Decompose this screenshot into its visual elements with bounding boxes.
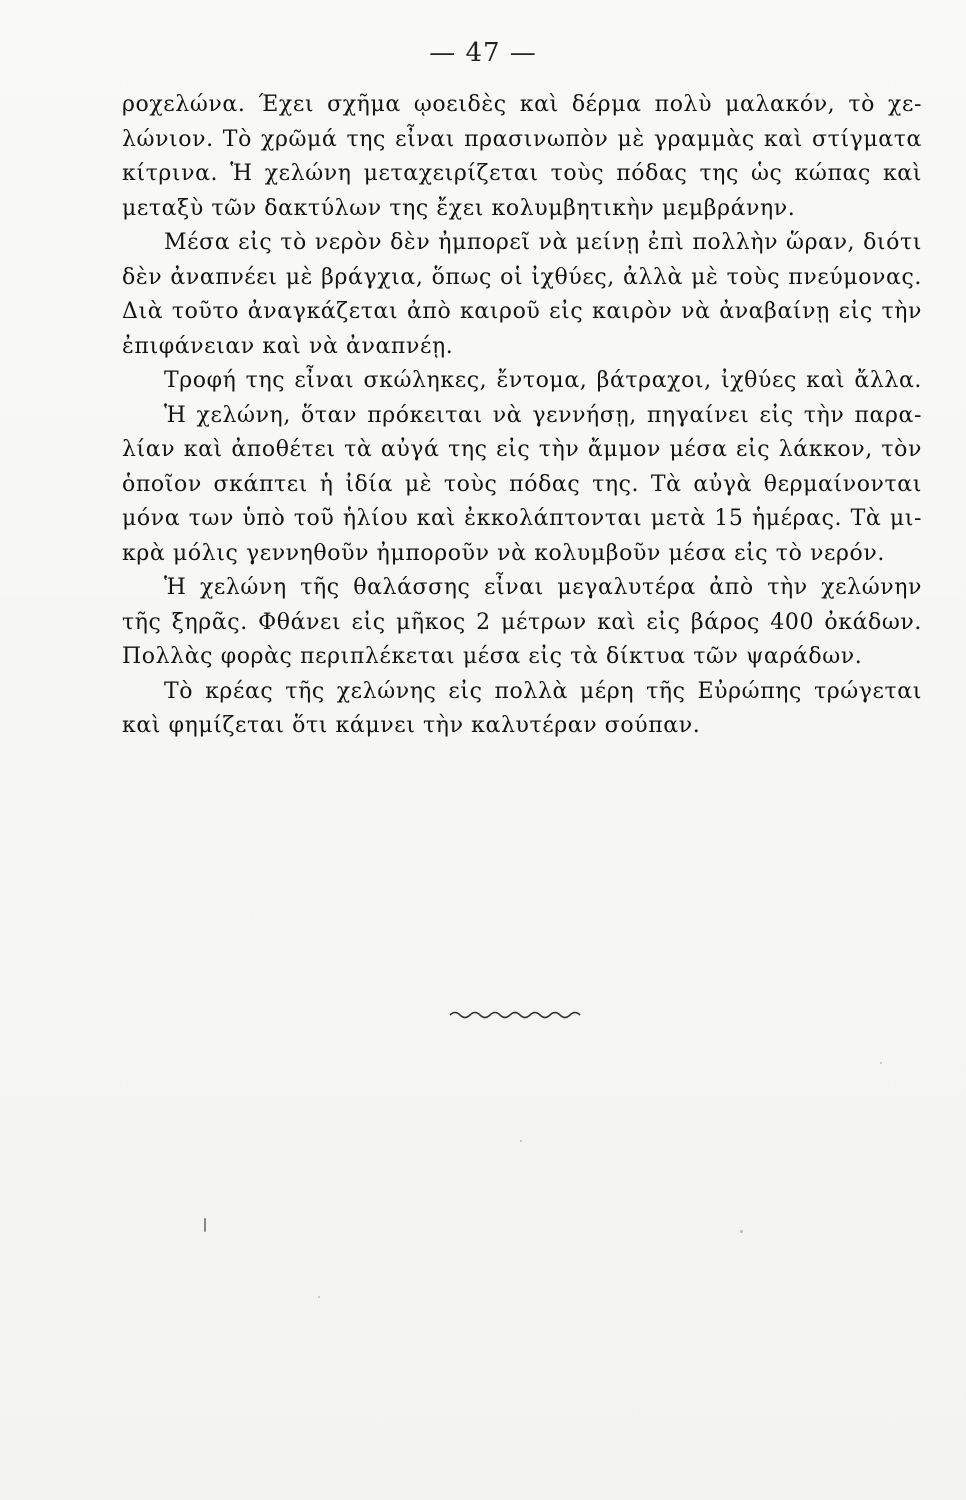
- paragraph-start-line: Τὸ κρέας τῆς χελώνης εἰς πολλὰ μέρη τῆς Εὐρώπης τρώγεται: [164, 678, 922, 704]
- text-line: μόνα των ὑπὸ τοῦ ἡλίου καὶ ἐκκολάπτονται μετὰ 15 ἡμέρας. Τὰ μι-: [122, 506, 922, 531]
- text-line: καὶ φημίζεται ὅτι κάμνει τὴν καλυτέραν σούπαν.: [122, 713, 701, 738]
- text-line: μεταξὺ τῶν δακτύλων της ἔχει κολυμβητικὴν μεμβράνην.: [122, 195, 796, 221]
- text-line: κίτρινα. Ἡ χελώνη μεταχειρίζεται τοὺς πόδας της ὡς κώπας καὶ: [122, 161, 922, 186]
- paragraph-start-line: Ἡ χελώνη τῆς θαλάσσης εἶναι μεγαλυτέρα ἀπὸ τὴν χελώνην: [164, 575, 922, 600]
- paragraph-start-line: Μέσα εἰς τὸ νερὸν δὲν ἠμπορεῖ νὰ μείνῃ ἐπὶ πολλὴν ὥραν, διότι: [164, 230, 922, 255]
- text-line: ροχελώνα. Έχει σχῆμα ῳοειδὲς καὶ δέρμα πολὺ μαλακόν, τὸ χε-: [122, 92, 922, 117]
- text-line: τῆς ξηρᾶς. Φθάνει εἰς μῆκος 2 μέτρων καὶ εἰς βάρος 400 ὀκάδων.: [122, 609, 922, 635]
- text-line: ἐπιφάνειαν καὶ νὰ ἀναπνέῃ.: [122, 333, 454, 359]
- text-line: Πολλὰς φορὰς περιπλέκεται μέσα εἰς τὰ δίκτυα τῶν ψαράδων.: [122, 644, 863, 669]
- text-line: Διὰ τοῦτο ἀναγκάζεται ἀπὸ καιροῦ εἰς καιρὸν νὰ ἀναβαίνῃ εἰς τὴν: [122, 299, 922, 324]
- text-line: δὲν ἀναπνέει μὲ βράγχια, ὅπως οἱ ἰχθύες, ἀλλὰ μὲ τοὺς πνεύμονας.: [122, 264, 922, 290]
- text-line: ὁποῖον σκάπτει ἡ ἰδία μὲ τοὺς πόδας της. Τὰ αὐγὰ θερμαίνονται: [122, 471, 922, 497]
- body-text: [122, 88, 922, 744]
- text-line: κρὰ μόλις γεννηθοῦν ἠμποροῦν νὰ κολυμβοῦν μέσα εἰς τὸ νερόν.: [122, 540, 885, 566]
- paragraph-start-line: Ἡ χελώνη, ὅταν πρόκειται νὰ γεννήσῃ, πηγαίνει εἰς τὴν παρα-: [164, 402, 922, 428]
- page-number: — 47 —: [429, 38, 537, 68]
- paragraph-start-line: Τροφή της εἶναι σκώληκες, ἔντομα, βάτραχοι, ἰχθύες καὶ ἄλλα.: [164, 368, 922, 393]
- wavy-line-ornament: [448, 1006, 584, 1022]
- text-line: λώνιον. Τὸ χρῶμά της εἶναι πρασινωπὸν μὲ γραμμὰς καὶ στίγματα: [122, 126, 922, 152]
- text-line: λίαν καὶ ἀποθέτει τὰ αὐγά της εἰς τὴν ἄμμον μέσα εἰς λάκκον, τὸν: [122, 437, 922, 462]
